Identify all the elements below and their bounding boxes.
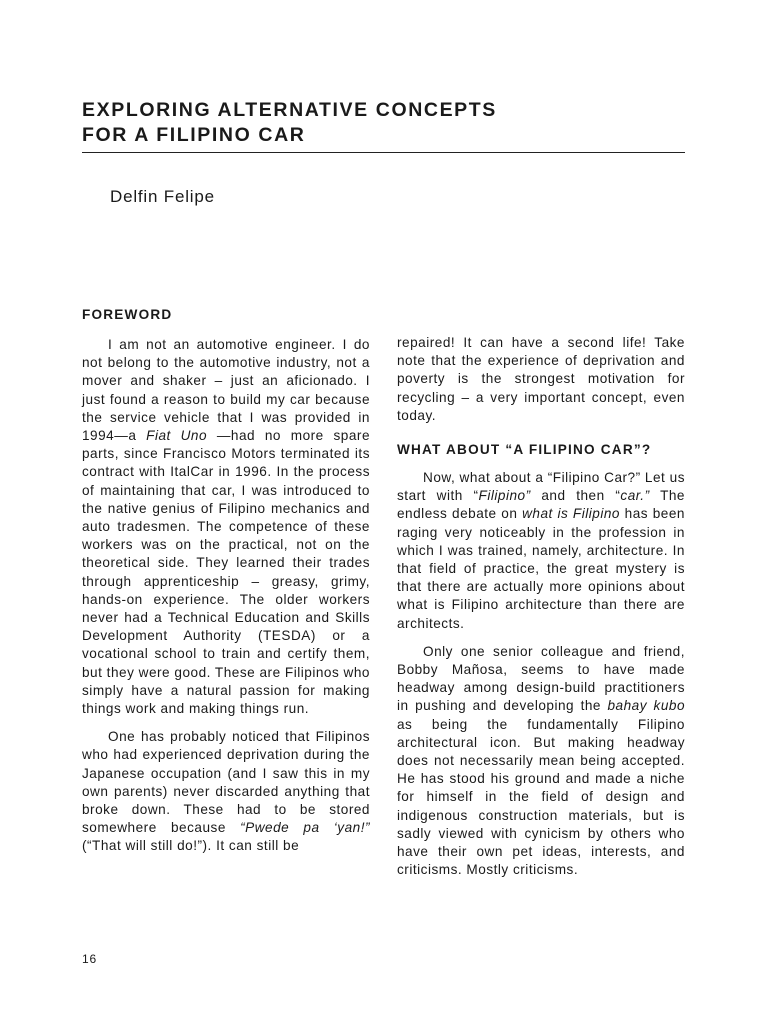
- title-line-2: FOR A FILIPINO CAR: [82, 124, 306, 146]
- foreword-paragraph-2: One has probably noticed that Filipinos who had experienced deprivation during the Japanese occupation (and I saw this in my own parents) never discarded anything that broke down. These had to be stored somewhere because “Pwede pa ‘yan!” (“That will still do!”). It can still be: [82, 729, 370, 854]
- author-name: Delfin Felipe: [110, 187, 215, 206]
- section-paragraph-1: Now, what about a “Filipino Car?” Let us start with “Filipino” and then “car.” The endless debate on what is Filipino has been raging very noticeably in the profession in which I was trained, namely, architecture. In that field of practice, the great mystery is that there are actually more opinions about what is Filipino architecture than there are architects.: [397, 470, 685, 631]
- title-divider: [82, 152, 685, 153]
- right-column: [397, 334, 685, 889]
- foreword-heading: FOREWORD: [82, 307, 173, 322]
- section-heading-filipino-car: WHAT ABOUT “A FILIPINO CAR”?: [397, 442, 652, 458]
- section-paragraph-2: Only one senior colleague and friend, Bobby Mañosa, seems to have made headway among design-build practitioners in pushing and developing the bahay kubo as being the fundamentally Filipino architectural icon. But making headway does not necessarily mean being accepted. He has stood his ground and made a niche for himself in the field of design and indigenous construction materials, but is sadly viewed with cynicism by others who have their own pet ideas, interests, and criticisms. Mostly criticisms.: [397, 643, 686, 878]
- foreword-paragraph-1: I am not an automotive engineer. I do not belong to the automotive industry, not a mover and shaker – just an aficionado. I just found a reason to build my car because the service vehicle that I was provided in 1994—a Fiat Uno —had no more spare parts, since Francisco Motors terminated its contract with ItalCar in 1996. In the process of maintaining that car, I was introduced to the native genius of Filipino mechanics and auto tradesmen. The competence of these workers was on the practical, not on the theoretical side. They learned their trades through apprenticeship – greasy, grimy, hands-on experience. The older workers never had a Technical Education and Skills Development Authority (TESDA) or a vocational school to train and certify them, but they were good. These are Filipinos who simply have a natural passion for making things work and making things run.: [82, 337, 371, 717]
- title-line-1: EXPLORING ALTERNATIVE CONCEPTS: [82, 99, 497, 121]
- foreword-paragraph-2-continued: repaired! It can have a second life! Take note that the experience of deprivation and poverty is the strongest motivation for recycling – a very important concept, even today.: [397, 335, 685, 423]
- article-title: [82, 98, 682, 148]
- page-number: 16: [82, 952, 97, 966]
- left-column: [82, 300, 370, 866]
